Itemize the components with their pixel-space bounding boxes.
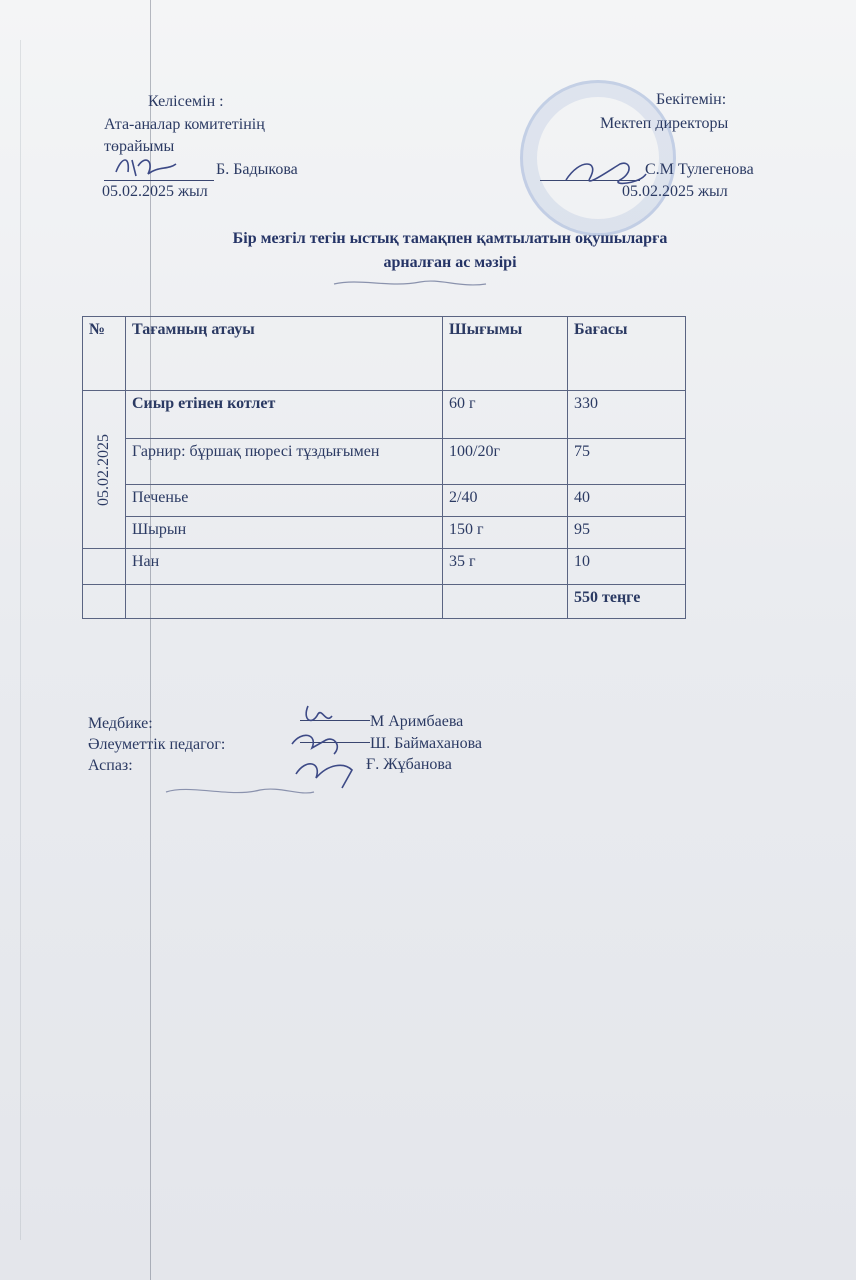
dish-yield: 35 г <box>443 549 568 585</box>
empty-cell <box>443 585 568 619</box>
committee-chair-name: Б. Бадыкова <box>216 161 298 178</box>
director-name: С.М Тулегенова <box>645 161 754 178</box>
social-pedagogue-role: Әлеуметтік педагог: <box>88 736 226 753</box>
dish-yield: 100/20г <box>443 439 568 485</box>
approve-label: Бекітемін: <box>656 91 727 108</box>
title-stamp-mark <box>330 272 490 294</box>
header-dish-name: Тағамның атауы <box>126 317 443 391</box>
dish-name: Шырын <box>126 517 443 549</box>
dish-yield: 150 г <box>443 517 568 549</box>
table-total-row <box>83 585 686 619</box>
agree-date: 05.02.2025 жыл <box>102 183 208 200</box>
dish-name: Гарнир: бұршақ пюресі тұздығымен <box>126 439 443 485</box>
empty-cell <box>126 585 443 619</box>
table-row <box>83 391 686 439</box>
approve-date: 05.02.2025 жыл <box>622 183 728 200</box>
committee-position-line1: Ата-аналар комитетінің <box>104 116 265 133</box>
cook-role: Аспаз: <box>88 757 133 774</box>
bottom-stamp-mark <box>160 780 320 802</box>
dish-yield: 2/40 <box>443 485 568 517</box>
table-row <box>83 439 686 485</box>
agree-label: Келісемін : <box>148 93 224 110</box>
menu-title <box>110 227 790 275</box>
menu-title-line2: арналған ас мәзірі <box>383 254 517 271</box>
committee-position-line2: төрайымы <box>104 138 175 155</box>
menu-date-cell <box>83 391 126 549</box>
social-pedagogue-name: Ш. Баймаханова <box>370 735 483 752</box>
table-row <box>83 485 686 517</box>
table-row <box>83 517 686 549</box>
dish-price: 40 <box>568 485 686 517</box>
dish-price: 10 <box>568 549 686 585</box>
nurse-name: М Аримбаева <box>370 713 464 730</box>
table-row <box>83 549 686 585</box>
menu-total: 550 теңге <box>568 585 686 619</box>
signature-left-icon <box>112 152 182 182</box>
director-position: Мектеп директоры <box>600 115 729 132</box>
dish-price: 75 <box>568 439 686 485</box>
header-price: Бағасы <box>568 317 686 391</box>
header-num: № <box>83 317 126 391</box>
table-header-row <box>83 317 686 391</box>
dish-name: Сиыр етінен котлет <box>126 391 443 439</box>
cook-name: Ғ. Жұбанова <box>366 756 452 773</box>
menu-title-line1: Бір мезгіл тегін ыстық тамақпен қамтылатын оқушыларға <box>232 230 668 247</box>
menu-date: 05.02.2025 <box>95 433 112 506</box>
dish-price: 330 <box>568 391 686 439</box>
header-yield: Шығымы <box>443 317 568 391</box>
empty-cell <box>83 585 126 619</box>
dish-price: 95 <box>568 517 686 549</box>
dish-name: Печенье <box>126 485 443 517</box>
dish-name: Нан <box>126 549 443 585</box>
dish-yield: 60 г <box>443 391 568 439</box>
empty-cell <box>83 549 126 585</box>
menu-table <box>82 316 686 619</box>
nurse-role: Медбике: <box>88 715 153 732</box>
paper-fold-line-left <box>20 40 21 1240</box>
